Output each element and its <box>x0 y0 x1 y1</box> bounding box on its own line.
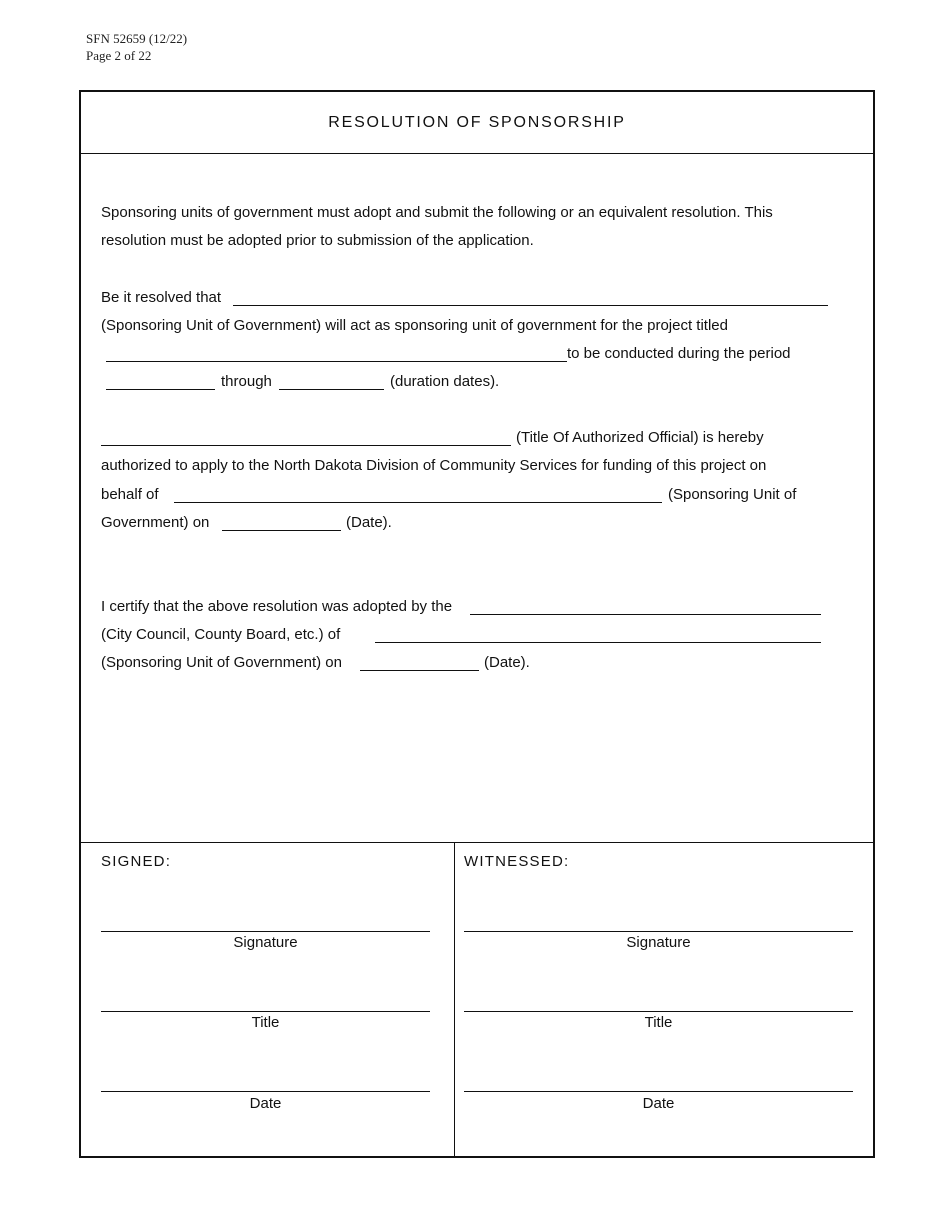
title-official-text: (Title Of Authorized Official) is hereby <box>516 429 764 446</box>
intro-line-1: Sponsoring units of government must adopt and submit the following or an equivalent resolution. This <box>101 204 773 221</box>
signed-caption: SIGNED: <box>101 853 172 870</box>
conducted-text: to be conducted during the period <box>567 345 791 362</box>
signed-date-field[interactable] <box>101 1091 430 1092</box>
be-it-resolved-text: Be it resolved that <box>101 289 222 306</box>
intro-line-2: resolution must be adopted prior to submission of the application. <box>101 232 534 249</box>
adopting-body-field[interactable] <box>470 614 821 615</box>
form-number: SFN 52659 (12/22) <box>86 31 188 46</box>
sponsoring-line-text: (Sponsoring Unit of Government) will act as sponsoring unit of government for the project titled <box>101 317 728 334</box>
signed-title-label: Title <box>251 1014 280 1031</box>
signed-date-label: Date <box>249 1095 282 1112</box>
certify-line-1: I certify that the above resolution was adopted by the <box>101 598 453 615</box>
sponsoring-unit-of-text: (Sponsoring Unit of <box>668 486 797 503</box>
behalf-of-text: behalf of <box>101 486 159 503</box>
witnessed-title-label: Title <box>644 1014 673 1031</box>
certify-date-text: (Date). <box>484 654 530 671</box>
form-frame <box>79 90 875 1158</box>
page-number: Page 2 of 22 <box>86 48 152 63</box>
authorized-line-text: authorized to apply to the North Dakota Division of Community Services for funding of this project on <box>101 457 767 474</box>
sponsoring-unit-field[interactable] <box>233 305 828 306</box>
column-divider <box>454 843 455 1157</box>
project-title-field[interactable] <box>106 361 567 362</box>
signed-signature-field[interactable] <box>101 931 430 932</box>
duration-text: (duration dates). <box>390 373 500 390</box>
witnessed-date-field[interactable] <box>464 1091 853 1092</box>
start-date-field[interactable] <box>106 389 215 390</box>
through-text: through <box>221 373 272 390</box>
authorization-date-field[interactable] <box>222 530 341 531</box>
behalf-unit-field[interactable] <box>174 502 662 503</box>
government-on-text: Government) on <box>101 514 210 531</box>
title-row <box>81 92 873 154</box>
certify-unit-field[interactable] <box>375 642 821 643</box>
form-header <box>86 30 187 64</box>
certify-line-3: (Sponsoring Unit of Government) on <box>101 654 342 671</box>
signed-title-field[interactable] <box>101 1011 430 1012</box>
certify-line-2: (City Council, County Board, etc.) of <box>101 626 341 643</box>
witnessed-signature-field[interactable] <box>464 931 853 932</box>
signed-signature-label: Signature <box>233 934 298 951</box>
witnessed-date-label: Date <box>642 1095 675 1112</box>
page-title: RESOLUTION OF SPONSORSHIP <box>328 113 626 131</box>
end-date-field[interactable] <box>279 389 384 390</box>
authorized-official-field[interactable] <box>101 445 511 446</box>
certify-date-field[interactable] <box>360 670 479 671</box>
signature-section <box>81 842 873 1157</box>
witnessed-signature-label: Signature <box>626 934 691 951</box>
witnessed-title-field[interactable] <box>464 1011 853 1012</box>
authorization-date-text: (Date). <box>346 514 392 531</box>
witnessed-caption: WITNESSED: <box>464 853 570 870</box>
